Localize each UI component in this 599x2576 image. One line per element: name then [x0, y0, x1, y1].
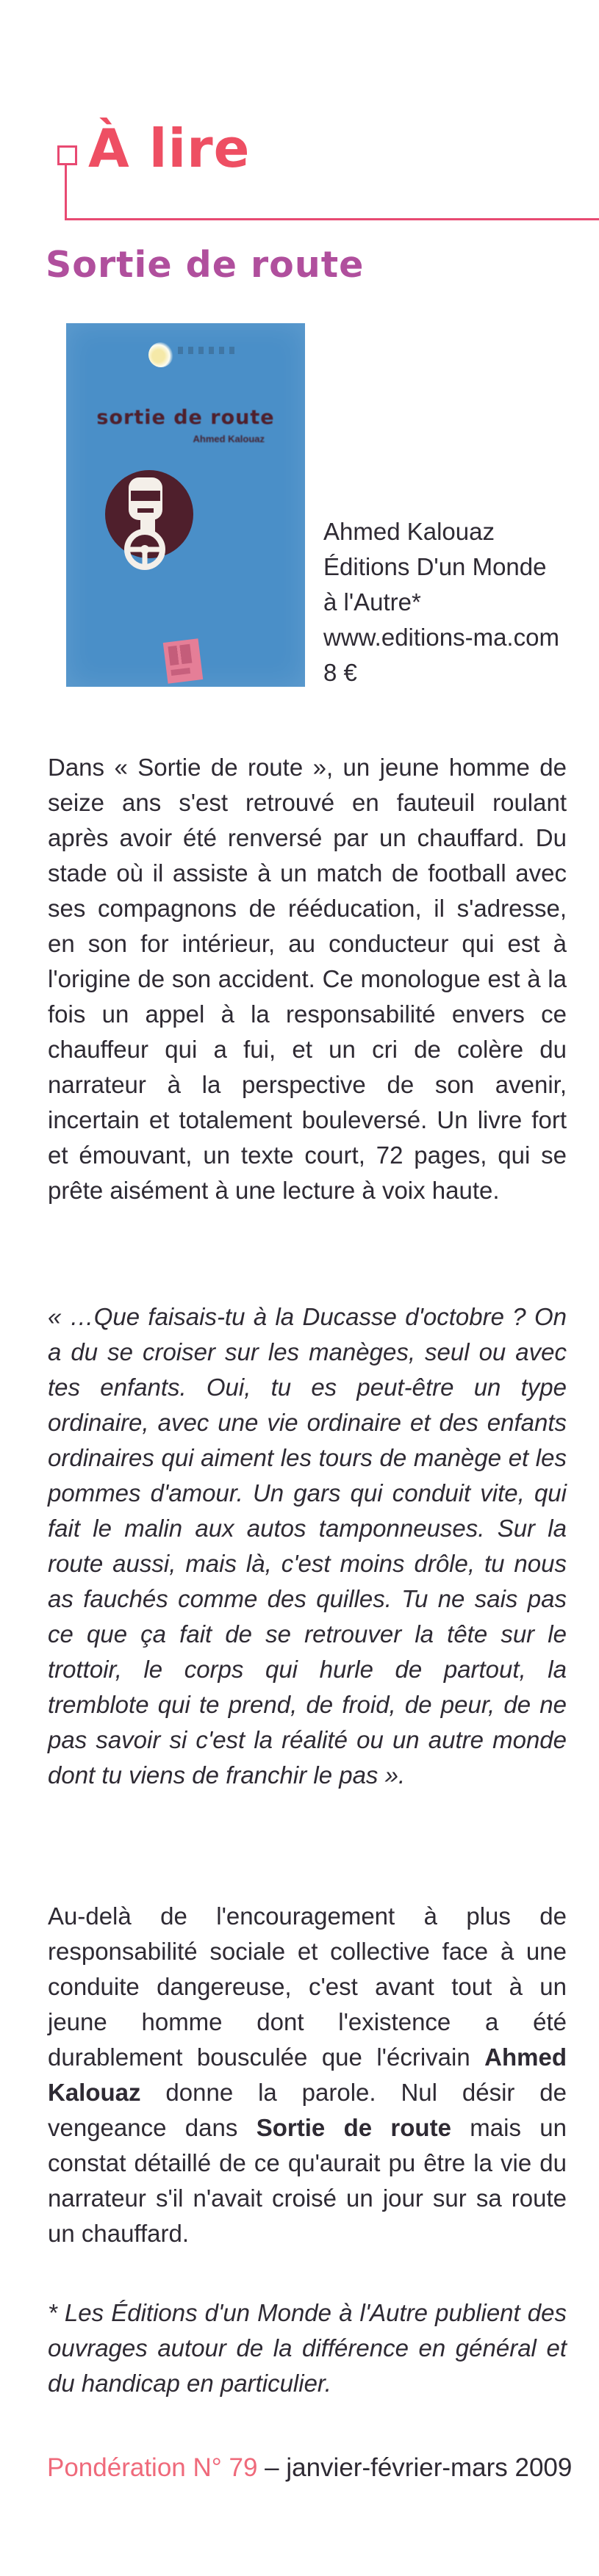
page-footer: [47, 2452, 572, 2484]
section-rule-horizontal: [65, 218, 599, 220]
info-price: 8 €: [323, 659, 357, 686]
footer-magazine-name: Pondération N° 79: [47, 2453, 258, 2482]
driver-steering-wheel-illustration: [66, 323, 305, 687]
book-info: [323, 514, 559, 690]
footer-issue-date: – janvier-février-mars 2009: [265, 2453, 573, 2482]
section-title: À lire: [88, 118, 251, 179]
paragraph-analysis: Au-delà de l'encouragement à plus de responsabilité sociale et collective face à une conduite dangereuse, c'est avant tout à un jeune homme dont l'existence a été durablement bousculée que l'écrivain Ahmed Kalouaz donne la parole. Nul désir de vengeance dans Sortie de route mais un constat détaillé de ce qu'aurait pu être la vie du narrateur s'il n'avait croisé un jour sur sa route un chauffard.: [48, 1902, 567, 2247]
paragraph-intro: Dans « Sortie de route », un jeune homme de seize ans s'est retrouvé en fauteuil roulant après avoir été renversé par un chauffard. Du stade où il assiste à un match de football avec ses compagnons de rééducation, il s'adresse, en son for intérieur, au conducteur qui est à l'origine de son accident. Ce monologue est à la fois un appel à la responsabilité envers ce chauffeur qui a fui, et un cri de colère du narrateur à la perspective de son avenir, incertain et totalement bouleversé. Un livre fort et émouvant, un texte court, 72 pages, qui se prête aisément à une lecture à voix haute.: [48, 754, 567, 1204]
footnote: * Les Éditions d'un Monde à l'Autre publient des ouvrages autour de la différence en général et du handicap en particulier.: [48, 2299, 567, 2397]
cover-author: Ahmed Kalouaz: [193, 433, 265, 444]
info-author: Ahmed Kalouaz: [323, 518, 495, 545]
section-marker-square: [57, 145, 77, 165]
info-publisher-line2: à l'Autre*: [323, 588, 421, 616]
book-cover: [66, 323, 305, 687]
info-publisher-line1: Éditions D'un Monde: [323, 553, 547, 580]
paragraph-quote: « …Que faisais-tu à la Ducasse d'octobre ? On a du se croiser sur les manèges, seul ou avec tes enfants. Oui, tu es peut-être un type ordinaire, avec une vie ordinaire et des enfants ordinaires qui aiment les tours de manège et les pommes d'amour. Un gars qui conduit vite, qui fait le malin aux autos tamponneuses. Sur la route aussi, mais là, c'est moins drôle, tu nous as fauchés comme des quilles. Tu ne sais pas ce que ça fait de se retrouver la tête sur le trottoir, le corps qui hurle de partout, la tremblote qui te prend, de froid, de peur, de ne pas savoir si c'est la réalité ou un autre monde dont tu viens de franchir le pas ».: [48, 1303, 567, 1789]
cover-title: sortie de route: [96, 406, 275, 429]
article-title: Sortie de route: [46, 244, 365, 286]
price-sticker: [163, 638, 203, 683]
section-rule-vertical: [65, 165, 67, 220]
info-website: www.editions-ma.com: [323, 624, 559, 651]
